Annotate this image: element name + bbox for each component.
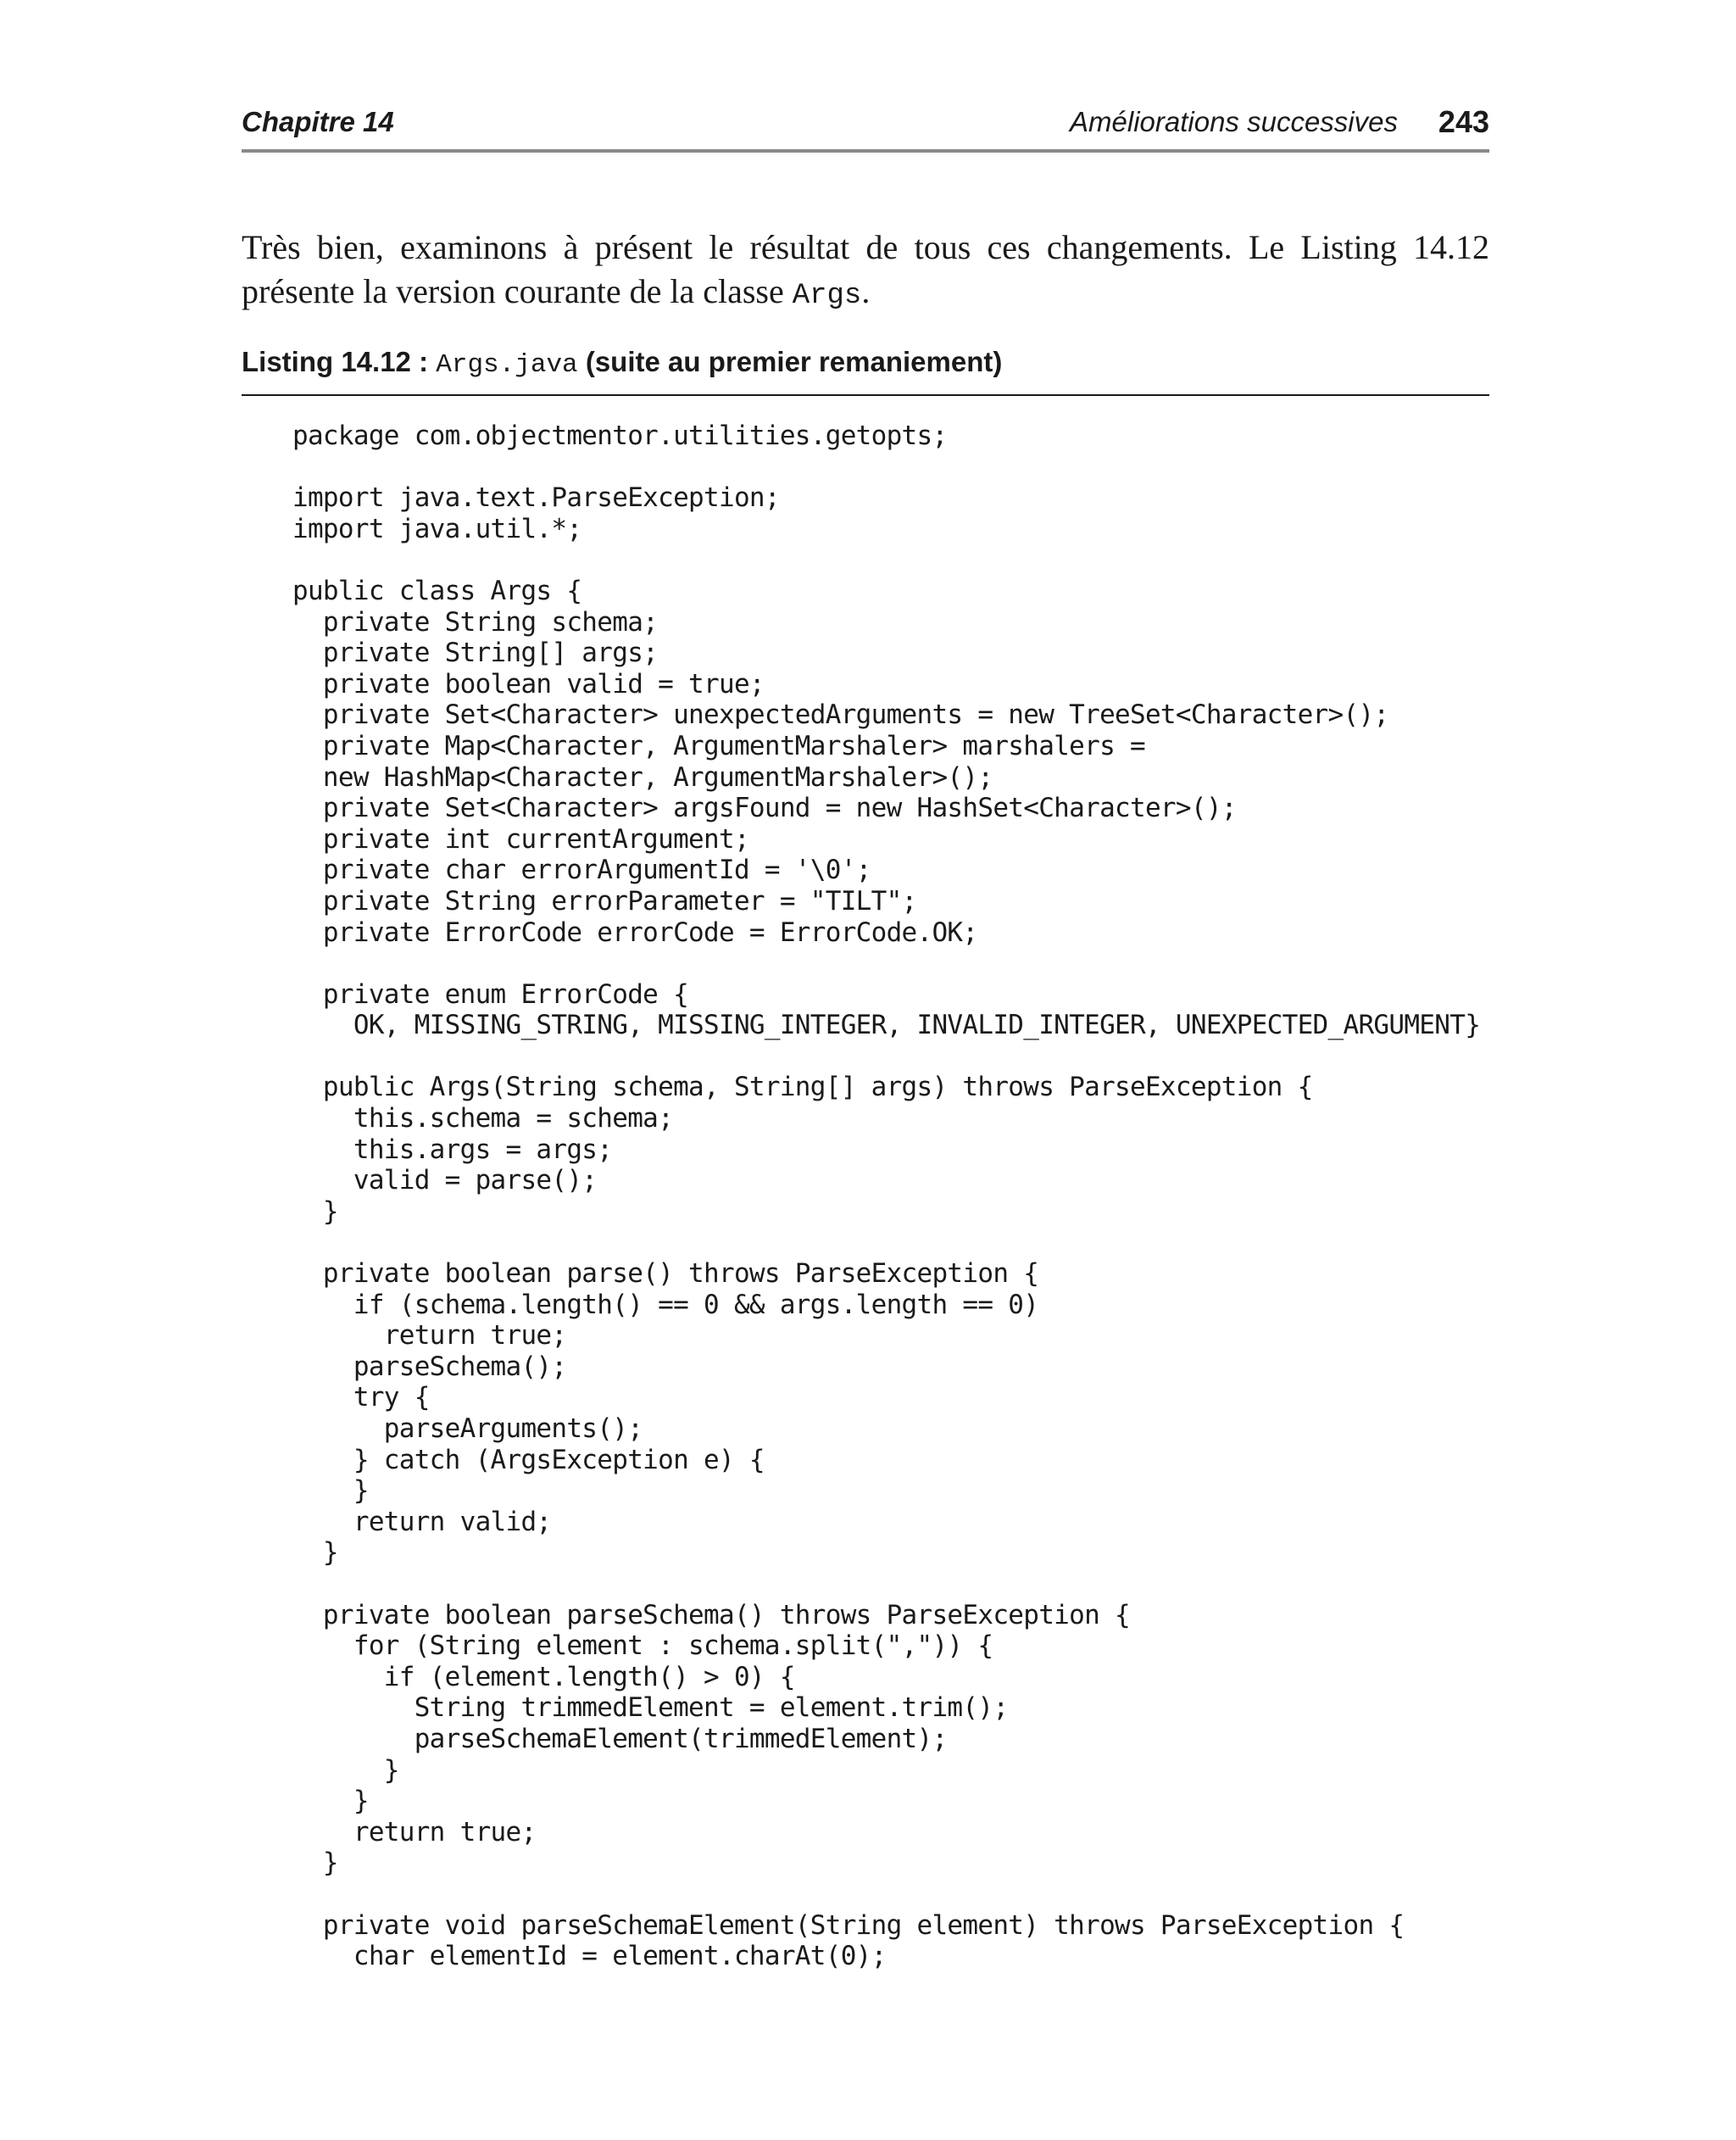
code-line: return true; [292,1320,567,1351]
code-line: private int currentArgument; [292,823,749,855]
code-line: char elementId = element.charAt(0); [292,1941,887,1972]
code-line [292,544,1489,576]
code-line: if (element.length() > 0) { [292,1661,795,1692]
code-line: package com.objectmentor.utilities.getopts; [292,421,948,451]
listing-filename: Args.java [436,350,578,380]
code-line: } [292,1475,369,1507]
caption-rule [242,394,1489,396]
code-line: private ErrorCode errorCode = ErrorCode.OK; [292,917,978,948]
code-line: } [292,1537,338,1569]
code-line: private String schema; [292,606,659,638]
code-line: try { [292,1382,430,1413]
code-line: } [292,1195,338,1227]
code-line: private Set<Character> unexpectedArguments = new TreeSet<Character>(); [292,699,1389,731]
listing-label: Listing 14.12 : [242,346,429,377]
code-line: this.schema = schema; [292,1103,674,1134]
code-line: if (schema.length() == 0 && args.length == 0) [292,1289,1039,1320]
code-line: } [292,1847,338,1879]
code-line: import java.text.ParseException; [292,482,780,514]
intro-class-name: Args [792,280,862,312]
code-line: private enum ErrorCode { [292,978,689,1010]
code-line [292,1879,1489,1910]
code-line: parseSchema(); [292,1351,567,1382]
header-rule [242,149,1489,153]
page-number: 243 [1438,104,1489,139]
code-line: } catch (ArgsException e) { [292,1444,765,1475]
code-line: private Map<Character, ArgumentMarshaler> marshalers = [292,730,1145,761]
section-title: Améliorations successives [1070,106,1398,137]
code-line: public Args(String schema, String[] args) throws ParseException { [292,1072,1313,1103]
code-line [292,1041,1489,1073]
code-line: valid = parse(); [292,1165,598,1196]
code-line: import java.util.*; [292,513,582,544]
code-listing [292,421,1489,1972]
code-line: for (String element : schema.split(",")) { [292,1630,993,1662]
code-line: String trimmedElement = element.trim(); [292,1692,1009,1724]
intro-text-end: . [861,272,871,310]
code-line: new HashMap<Character, ArgumentMarshaler>(); [292,761,993,793]
intro-paragraph [242,226,1489,318]
code-line: private String[] args; [292,638,659,669]
listing-caption [242,343,1489,385]
code-line: private char errorArgumentId = '\0'; [292,855,871,886]
code-line: private boolean parseSchema() throws ParseException { [292,1599,1130,1630]
code-line: parseArguments(); [292,1413,643,1444]
code-line: private boolean valid = true; [292,668,765,699]
code-line [292,948,1489,979]
page-header [242,100,1489,144]
code-line: parseSchemaElement(trimmedElement); [292,1723,948,1754]
code-line [292,1227,1489,1258]
code-line: OK, MISSING_STRING, MISSING_INTEGER, INVALID_INTEGER, UNEXPECTED_ARGUMENT} [292,1010,1481,1041]
code-line [292,1569,1489,1600]
code-line: private String errorParameter = "TILT"; [292,885,917,917]
code-line: } [292,1786,369,1817]
intro-text: Très bien, examinons à présent le résultat de tous ces changements. Le Listing 14.12 présente la version courante de la classe [242,228,1489,310]
code-line: public class Args { [292,575,582,606]
code-line: return valid; [292,1506,552,1537]
code-line [292,452,1489,483]
code-line: private boolean parse() throws ParseException { [292,1258,1039,1290]
code-line: private Set<Character> argsFound = new HashSet<Character>(); [292,793,1237,824]
code-line: private void parseSchemaElement(String element) throws ParseException { [292,1909,1405,1941]
code-line: return true; [292,1816,537,1847]
chapter-label: Chapitre 14 [242,106,394,137]
code-line: } [292,1754,399,1786]
listing-description: (suite au premier remaniement) [585,346,1003,377]
code-line: this.args = args; [292,1134,613,1165]
